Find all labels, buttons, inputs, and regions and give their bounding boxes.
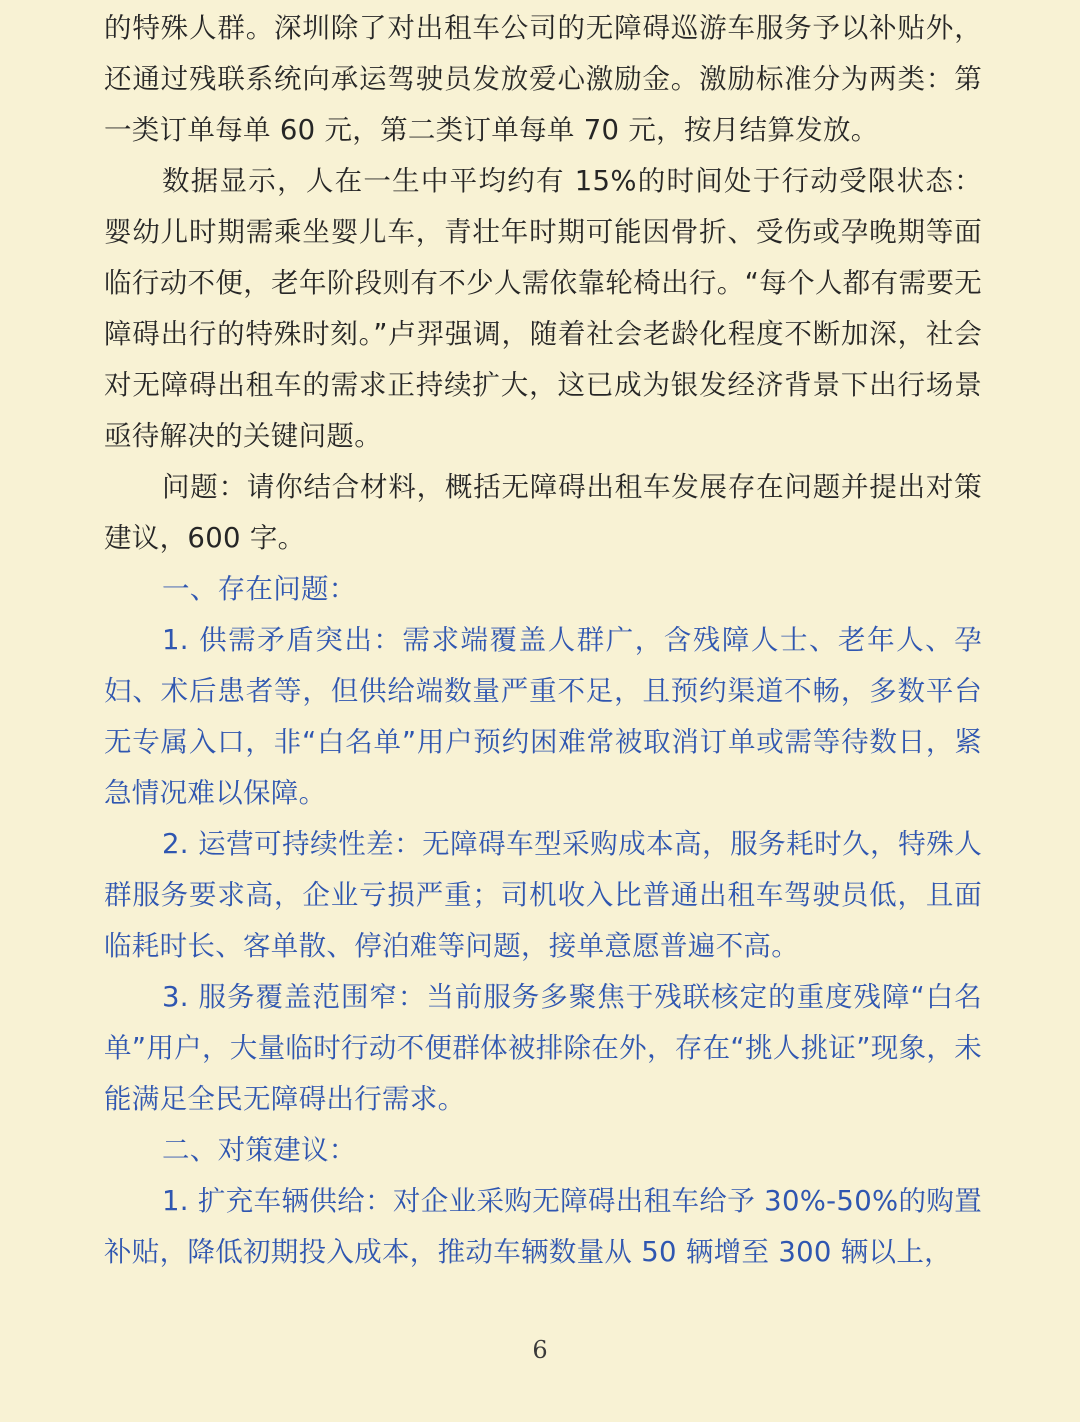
answer-heading-suggestions: 二、对策建议： (162, 1134, 357, 1166)
page-number: 6 (532, 1336, 548, 1364)
answer-problem-3: 3. 服务覆盖范围窄：当前服务多聚焦于残联核定的重度残障“白名单”用户，大量临时行动不便群体被排除在外，存在“挑人挑证”现象，未能满足全民无障碍出行需求。 (104, 981, 982, 1115)
answer-problem-1: 1. 供需矛盾突出：需求端覆盖人群广，含残障人士、老年人、孕妇、术后患者等，但供给端数量严重不足，且预约渠道不畅，多数平台无专属入口，非“白名单”用户预约困难常被取消订单或需等待数日，紧急情况难以保障。 (104, 624, 982, 809)
document-body (104, 3, 982, 1278)
answer-heading-problems: 一、存在问题： (162, 573, 357, 605)
question-prompt: 问题：请你结合材料，概括无障碍出租车发展存在问题并提出对策建议，600 字。 (104, 471, 982, 554)
answer-problem-2: 2. 运营可持续性差：无障碍车型采购成本高，服务耗时久，特殊人群服务要求高，企业亏损严重；司机收入比普通出租车驾驶员低，且面临耗时长、客单散、停泊难等问题，接单意愿普遍不高。 (104, 828, 982, 962)
material-paragraph-data: 数据显示，人在一生中平均约有 15%的时间处于行动受限状态：婴幼儿时期需乘坐婴儿车，青壮年时期可能因骨折、受伤或孕晚期等面临行动不便，老年阶段则有不少人需依靠轮椅出行。“每个人都有需要无障碍出行的特殊时刻。”卢羿强调，随着社会老龄化程度不断加深，社会对无障碍出租车的需求正持续扩大，这已成为银发经济背景下出行场景亟待解决的关键问题。 (104, 165, 982, 452)
answer-suggestion-1: 1. 扩充车辆供给：对企业采购无障碍出租车给予 30%-50%的购置补贴，降低初期投入成本，推动车辆数量从 50 辆增至 300 辆以上， (104, 1185, 982, 1268)
material-paragraph-continuation: 的特殊人群。深圳除了对出租车公司的无障碍巡游车服务予以补贴外，还通过残联系统向承运驾驶员发放爱心激励金。激励标准分为两类：第一类订单每单 60 元，第二类订单每单 70 元，按月结算发放。 (104, 12, 982, 146)
